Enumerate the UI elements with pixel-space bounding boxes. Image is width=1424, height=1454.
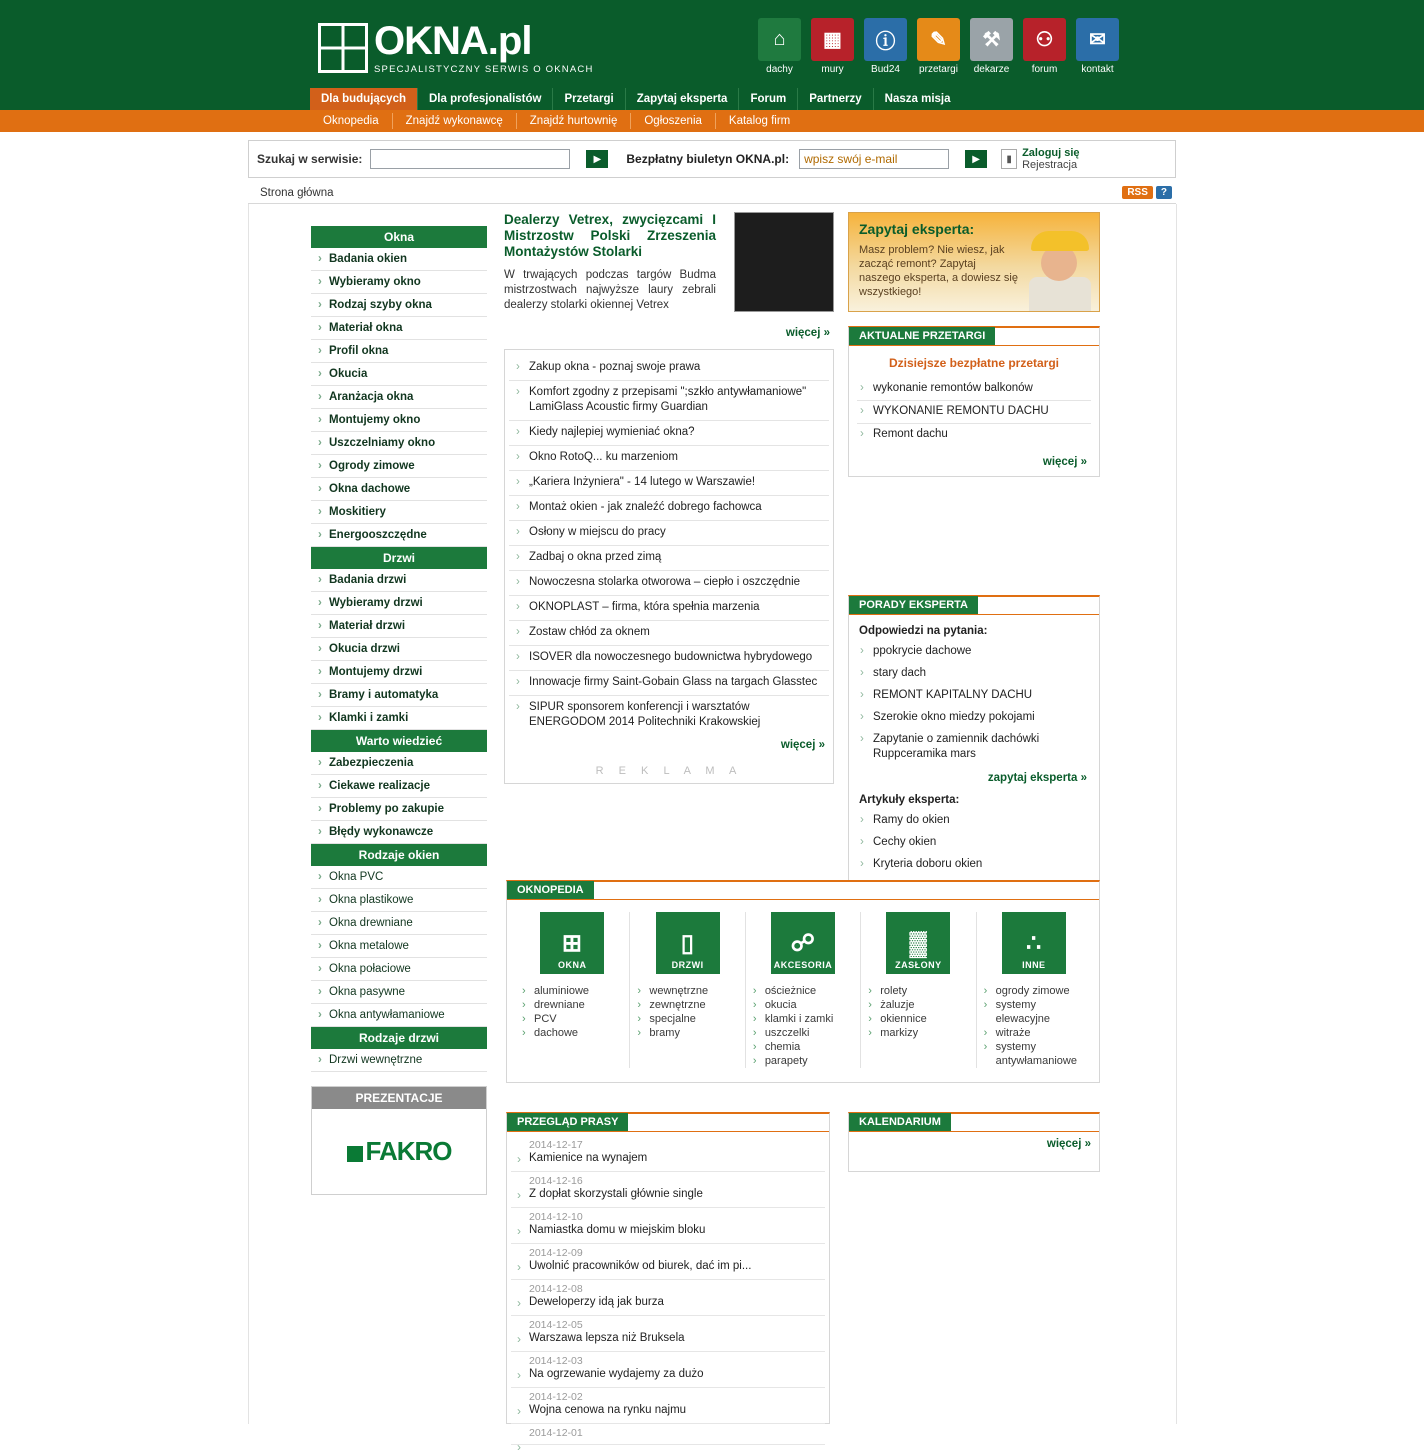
- oknopedia-link[interactable]: › parapety: [752, 1054, 854, 1068]
- rss-icon[interactable]: RSS: [1122, 186, 1153, 199]
- dekarze-icon: [970, 18, 1013, 61]
- advice-answer-item[interactable]: › Zapytanie o zamiennik dachówki Ruppceramika mars: [857, 729, 1091, 766]
- advice-answer-item[interactable]: › Szerokie okno miedzy pokojami: [857, 707, 1091, 729]
- okna-icon-label: OKNA: [557, 960, 587, 970]
- oknopedia-link[interactable]: › żaluzje: [867, 998, 969, 1012]
- sidebar-item-okna-metalowe[interactable]: › Okna metalowe: [311, 935, 487, 958]
- top-icon-mury[interactable]: [811, 18, 854, 75]
- press-date: › 2014-12-01: [529, 1427, 583, 1439]
- nav-partnerzy[interactable]: Partnerzy: [809, 93, 862, 105]
- featured-article: [504, 212, 834, 339]
- advice-article-item[interactable]: › Kryteria doboru okien: [857, 854, 1091, 876]
- list-item[interactable]: › Osłony w miejscu do pracy: [509, 521, 829, 546]
- expert-banner-title: Zapytaj eksperta:: [859, 221, 975, 237]
- press-title[interactable]: Namiastka domu w miejskim bloku: [529, 1224, 706, 1236]
- dachy-label: dachy: [766, 64, 793, 75]
- forum-icon: [1023, 18, 1066, 61]
- list-item[interactable]: › ISOVER dla nowoczesnego budownictwa hybrydowego: [509, 646, 829, 671]
- main-content: [504, 212, 834, 784]
- register-link[interactable]: Rejestracja: [1022, 159, 1078, 171]
- tenders-box: [848, 326, 1100, 477]
- mury-label: mury: [821, 64, 844, 75]
- sidebar-item-profil-okna[interactable]: › Profil okna: [311, 340, 487, 363]
- press-title[interactable]: Kamienice na wynajem: [529, 1152, 648, 1164]
- ask-expert-link[interactable]: zapytaj eksperta »: [987, 772, 1087, 784]
- oknopedia-link[interactable]: › dachowe: [521, 1026, 623, 1040]
- press-date: › 2014-12-08: [529, 1283, 583, 1295]
- drzwi-icon-label: DRZWI: [671, 960, 704, 970]
- secondary-navigation: [0, 110, 1424, 132]
- sidebar-item-okna-polaciowe[interactable]: › Okna połaciowe: [311, 958, 487, 981]
- sidebar-item-okna-drewniane[interactable]: › Okna drewniane: [311, 912, 487, 935]
- press-item[interactable]: [511, 1208, 825, 1244]
- search-bar: [248, 140, 1176, 178]
- zaslony-icon-label: ZASŁONY: [895, 960, 942, 970]
- oknopedia-link[interactable]: › ościeżnice: [752, 984, 854, 998]
- article-title[interactable]: Dealerzy Vetrex, zwycięzcami I Mistrzostw Polski Zrzeszenia Montażystów Stolarki: [504, 212, 716, 259]
- sidebar-item-ciekawe-realizacje[interactable]: › Ciekawe realizacje: [311, 775, 487, 798]
- login-link[interactable]: Zaloguj się: [1022, 147, 1080, 159]
- logo-subtitle: SPECJALISTYCZNY SERWIS O OKNACH: [374, 64, 594, 75]
- press-item[interactable]: [511, 1172, 825, 1208]
- top-icon-bar: [758, 18, 1119, 75]
- drzwi-glyph: ▯: [680, 930, 695, 957]
- list-item[interactable]: › Komfort zgodny z przepisami ";szkło antywłamaniowe" LamiGlass Acoustic firmy Guardian: [509, 381, 829, 421]
- sidebar: [311, 226, 487, 1195]
- press-title[interactable]: Wojna cenowa na rynku najmu: [529, 1404, 687, 1416]
- breadcrumb: [248, 182, 1176, 204]
- press-date: › 2014-12-09: [529, 1247, 583, 1259]
- nav-dla-profesjonalistow[interactable]: Dla profesjonalistów: [429, 93, 542, 105]
- przetargi-icon: [917, 18, 960, 61]
- top-icon-przetargi[interactable]: [917, 18, 960, 75]
- list-item[interactable]: › „Kariera Inżyniera" - 14 lutego w Warszawie!: [509, 471, 829, 496]
- sidebar-item-okucia-drzwi[interactable]: › Okucia drzwi: [311, 638, 487, 661]
- sidebar-item-material-drzwi[interactable]: › Materiał drzwi: [311, 615, 487, 638]
- forum-glyph: ⚇: [1035, 29, 1054, 51]
- oknopedia-column-zaslony: [860, 912, 975, 1068]
- oknopedia-link[interactable]: › okiennice: [867, 1012, 969, 1026]
- press-date: › 2014-12-16: [529, 1175, 583, 1187]
- fakro-square-icon: [347, 1146, 363, 1162]
- press-title[interactable]: Warszawa lepsza niż Bruksela: [529, 1332, 685, 1344]
- nav-forum[interactable]: Forum: [750, 93, 787, 105]
- calendar-header: KALENDARIUM: [849, 1113, 951, 1131]
- bud24-glyph: ⓘ: [875, 31, 896, 53]
- oknopedia-column-drzwi: [629, 912, 744, 1068]
- forum-label: forum: [1031, 64, 1058, 75]
- dachy-icon: [758, 18, 801, 61]
- oknopedia-link[interactable]: › ogrody zimowe: [983, 984, 1085, 998]
- advice-answer-item[interactable]: › ppokrycie dachowe: [857, 641, 1091, 663]
- kontakt-label: kontakt: [1081, 64, 1114, 75]
- list-item[interactable]: › Kiedy najlepiej wymieniać okna?: [509, 421, 829, 446]
- logo-text: OKNA.pl: [374, 19, 532, 63]
- akcesoria-icon-label: AKCESORIA: [773, 960, 833, 970]
- sidebar-item-zabezpieczenia[interactable]: › Zabezpieczenia: [311, 752, 487, 775]
- nav-zapytaj-eksperta[interactable]: Zapytaj eksperta: [636, 93, 728, 105]
- sidebar-item-okna-plastikowe[interactable]: › Okna plastikowe: [311, 889, 487, 912]
- oknopedia-box: [506, 880, 1100, 1083]
- tenders-more-link[interactable]: więcej »: [1042, 456, 1087, 468]
- oknopedia-column-akcesoria: [745, 912, 860, 1068]
- subnav-znajdz-hurtownie[interactable]: Znajdź hurtownię: [529, 115, 618, 127]
- sidebar-section-okna: Okna: [311, 226, 487, 248]
- dachy-glyph: ⌂: [773, 28, 786, 50]
- sidebar-item-klamki-zamki[interactable]: › Klamki i zamki: [311, 707, 487, 730]
- press-item[interactable]: [511, 1280, 825, 1316]
- sidebar-item-badania-drzwi[interactable]: › Badania drzwi: [311, 569, 487, 592]
- oknopedia-column-inne: [976, 912, 1091, 1068]
- oknopedia-header: OKNOPEDIA: [507, 881, 594, 899]
- press-item[interactable]: [511, 1136, 825, 1172]
- subnav-ogloszenia[interactable]: Ogłoszenia: [644, 115, 702, 127]
- news-list: [504, 349, 834, 784]
- presentations-title: PREZENTACJE: [312, 1087, 486, 1109]
- list-item[interactable]: › Zostaw chłód za oknem: [509, 621, 829, 646]
- search-input[interactable]: [370, 149, 570, 169]
- top-icon-dachy[interactable]: [758, 18, 801, 75]
- kontakt-icon: [1076, 18, 1119, 61]
- akcesoria-icon[interactable]: [771, 912, 835, 974]
- sidebar-item-uszczelniamy-okno[interactable]: › Uszczelniamy okno: [311, 432, 487, 455]
- breadcrumb-home[interactable]: Strona główna: [260, 186, 334, 199]
- list-item[interactable]: › SIPUR sponsorem konferencji i warsztatów ENERGODOM 2014 Politechniki Krakowskiej: [509, 696, 829, 735]
- press-date: › 2014-12-03: [529, 1355, 583, 1367]
- press-item[interactable]: [511, 1388, 825, 1424]
- oknopedia-link[interactable]: › zewnętrzne: [636, 998, 738, 1012]
- sidebar-section-warto-wiedziec: Warto wiedzieć: [311, 730, 487, 752]
- press-item[interactable]: [511, 1424, 825, 1445]
- sidebar-item-badania-okien[interactable]: › Badania okien: [311, 248, 487, 271]
- sidebar-item-bledy-wykonawcze[interactable]: › Błędy wykonawcze: [311, 821, 487, 844]
- oknopedia-column-okna: [515, 912, 629, 1068]
- sidebar-item-rodzaj-szyby[interactable]: › Rodzaj szyby okna: [311, 294, 487, 317]
- nav-nasza-misja[interactable]: Nasza misja: [884, 93, 951, 105]
- tender-item[interactable]: › wykonanie remontów balkonów: [857, 378, 1091, 401]
- press-header: PRZEGLĄD PRASY: [507, 1113, 628, 1131]
- oknopedia-link[interactable]: › PCV: [521, 1012, 623, 1026]
- oknopedia-link[interactable]: › markizy: [867, 1026, 969, 1040]
- fakro-logo: [347, 1136, 452, 1167]
- oknopedia-link[interactable]: › okucia: [752, 998, 854, 1012]
- press-date: › 2014-12-02: [529, 1391, 583, 1403]
- top-icon-kontakt[interactable]: [1076, 18, 1119, 75]
- advice-header: PORADY EKSPERTA: [849, 596, 978, 614]
- bud24-label: Bud24: [871, 64, 900, 75]
- sidebar-item-material-okna[interactable]: › Materiał okna: [311, 317, 487, 340]
- sidebar-item-moskitiery[interactable]: › Moskitiery: [311, 501, 487, 524]
- inne-icon-label: INNE: [1022, 960, 1046, 970]
- press-item[interactable]: [511, 1352, 825, 1388]
- advice-articles-title: Artykuły eksperta:: [859, 794, 960, 806]
- oknopedia-link[interactable]: › systemy antywłamaniowe: [983, 1040, 1085, 1068]
- sidebar-item-montujemy-drzwi[interactable]: › Montujemy drzwi: [311, 661, 487, 684]
- sidebar-item-bramy-automatyka[interactable]: › Bramy i automatyka: [311, 684, 487, 707]
- advice-answers-title: Odpowiedzi na pytania:: [859, 625, 988, 637]
- press-date: › 2014-12-05: [529, 1319, 583, 1331]
- tenders-subtitle: Dzisiejsze bezpłatne przetargi: [888, 356, 1060, 370]
- top-icon-dekarze[interactable]: [970, 18, 1013, 75]
- press-title[interactable]: Uwolnić pracowników od biurek, dać im pi...: [529, 1260, 752, 1272]
- advert-placeholder: R E K L A M A: [595, 765, 743, 777]
- press-date: › 2014-12-17: [529, 1139, 583, 1151]
- bud24-icon: [864, 18, 907, 61]
- subnav-znajdz-wykonawce[interactable]: Znajdź wykonawcę: [405, 115, 503, 127]
- tenders-header: AKTUALNE PRZETARGI: [849, 327, 995, 345]
- oknopedia-link[interactable]: › chemia: [752, 1040, 854, 1054]
- subnav-katalog-firm[interactable]: Katalog firm: [728, 115, 791, 127]
- sidebar-section-rodzaje-drzwi: Rodzaje drzwi: [311, 1027, 487, 1049]
- right-rule: [1176, 204, 1177, 1424]
- calendar-box: [848, 1112, 1100, 1172]
- akcesoria-glyph: ☍: [790, 930, 816, 957]
- calendar-more-link[interactable]: więcej »: [1046, 1138, 1091, 1150]
- oknopedia-link[interactable]: › drewniane: [521, 998, 623, 1012]
- oknopedia-link[interactable]: › uszczelki: [752, 1026, 854, 1040]
- sidebar-item-montujemy-okno[interactable]: › Montujemy okno: [311, 409, 487, 432]
- tender-item[interactable]: › WYKONANIE REMONTU DACHU: [857, 401, 1091, 424]
- sidebar-item-aranzacja-okna[interactable]: › Aranżacja okna: [311, 386, 487, 409]
- oknopedia-link[interactable]: › systemy elewacyjne: [983, 998, 1085, 1026]
- site-header: [0, 0, 1424, 88]
- article-lead: W trwających podczas targów Budma mistrzostwach najwyższe laury zebrali dealerzy stolarki okiennej Vetrex: [504, 269, 716, 311]
- oknopedia-link[interactable]: › specjalne: [636, 1012, 738, 1026]
- okna-icon[interactable]: [540, 912, 604, 974]
- press-title[interactable]: Deweloperzy idą jak burza: [529, 1296, 664, 1308]
- press-item[interactable]: [511, 1244, 825, 1280]
- dekarze-glyph: ⚒: [982, 29, 1001, 51]
- help-icon[interactable]: ?: [1156, 186, 1172, 199]
- oknopedia-link[interactable]: › aluminiowe: [521, 984, 623, 998]
- dekarze-label: dekarze: [973, 64, 1010, 75]
- advice-article-item[interactable]: › Cechy okien: [857, 832, 1091, 854]
- fakro-label: FAKRO: [365, 1136, 452, 1166]
- right-column: [848, 212, 1100, 973]
- subnav-oknopedia[interactable]: Oknopedia: [323, 115, 379, 127]
- sidebar-item-okna-pasywne[interactable]: › Okna pasywne: [311, 981, 487, 1004]
- article-photo: [734, 212, 834, 312]
- list-item[interactable]: › OKNOPLAST – firma, która spełnia marzenia: [509, 596, 829, 621]
- list-item[interactable]: › Zadbaj o okna przed zimą: [509, 546, 829, 571]
- top-icon-bud24[interactable]: [864, 18, 907, 75]
- left-rule: [248, 204, 249, 1424]
- inne-glyph: ∴: [1025, 930, 1042, 957]
- list-item[interactable]: › Zakup okna - poznaj swoje prawa: [509, 356, 829, 381]
- oknopedia-link[interactable]: › wewnętrzne: [636, 984, 738, 998]
- list-item[interactable]: › Nowoczesna stolarka otworowa – ciepło i oszczędnie: [509, 571, 829, 596]
- kontakt-glyph: ✉: [1089, 29, 1106, 51]
- sidebar-item-ogrody-zimowe[interactable]: › Ogrody zimowe: [311, 455, 487, 478]
- presentations-box: [311, 1086, 487, 1195]
- sidebar-section-drzwi: Drzwi: [311, 547, 487, 569]
- newsletter-submit-button[interactable]: ▶: [965, 150, 987, 168]
- mury-icon: [811, 18, 854, 61]
- inne-icon[interactable]: [1002, 912, 1066, 974]
- advice-answer-item[interactable]: › stary dach: [857, 663, 1091, 685]
- window-logo-icon: [318, 23, 368, 73]
- drzwi-icon[interactable]: [656, 912, 720, 974]
- oknopedia-link[interactable]: › bramy: [636, 1026, 738, 1040]
- list-item[interactable]: › Innowacje firmy Saint-Gobain Glass na targach Glasstec: [509, 671, 829, 696]
- article-more-link[interactable]: więcej »: [785, 327, 830, 339]
- newsletter-email-input[interactable]: [799, 149, 949, 169]
- nav-dla-budujacych[interactable]: Dla budujących: [310, 88, 417, 110]
- search-submit-button[interactable]: ▶: [586, 150, 608, 168]
- zaslony-glyph: ▓: [909, 930, 928, 957]
- oknopedia-link[interactable]: › klamki i zamki: [752, 1012, 854, 1026]
- sidebar-item-wybieramy-drzwi[interactable]: › Wybieramy drzwi: [311, 592, 487, 615]
- list-item[interactable]: › Okno RotoQ... ku marzeniom: [509, 446, 829, 471]
- login-area[interactable]: [1001, 147, 1079, 171]
- rss-area: [1122, 186, 1172, 199]
- presentation-banner[interactable]: [312, 1109, 486, 1194]
- sidebar-item-wybieramy-okno[interactable]: › Wybieramy okno: [311, 271, 487, 294]
- okna-glyph: ⊞: [561, 930, 583, 957]
- przetargi-glyph: ✎: [930, 29, 947, 51]
- oknopedia-link[interactable]: › rolety: [867, 984, 969, 998]
- sidebar-item-drzwi-wewnetrzne[interactable]: › Drzwi wewnętrzne: [311, 1049, 487, 1072]
- press-title[interactable]: Na ogrzewanie wydajemy za dużo: [529, 1368, 704, 1380]
- sidebar-item-okucia[interactable]: › Okucia: [311, 363, 487, 386]
- worker-helmet-icon: [1029, 227, 1091, 311]
- przetargi-label: przetargi: [919, 64, 958, 75]
- advice-answer-item[interactable]: › REMONT KAPITALNY DACHU: [857, 685, 1091, 707]
- press-item[interactable]: [511, 1316, 825, 1352]
- news-more-link[interactable]: więcej »: [780, 739, 825, 751]
- main-navigation: [0, 88, 1424, 110]
- search-label: Szukaj w serwisie:: [257, 152, 363, 166]
- sidebar-item-energooszczedne[interactable]: › Energooszczędne: [311, 524, 487, 547]
- press-review-box: [506, 1112, 830, 1439]
- sidebar-item-problemy-po-zakupie[interactable]: › Problemy po zakupie: [311, 798, 487, 821]
- list-item[interactable]: › Montaż okien - jak znaleźć dobrego fachowca: [509, 496, 829, 521]
- tender-item[interactable]: › Remont dachu: [857, 424, 1091, 446]
- mury-glyph: ▦: [823, 29, 842, 51]
- top-icon-forum[interactable]: [1023, 18, 1066, 75]
- sidebar-item-okna-pvc[interactable]: › Okna PVC: [311, 866, 487, 889]
- press-title[interactable]: Z dopłat skorzystali głównie single: [529, 1188, 703, 1200]
- advice-article-item[interactable]: › Ramy do okien: [857, 810, 1091, 832]
- sidebar-item-okna-dachowe[interactable]: › Okna dachowe: [311, 478, 487, 501]
- press-date: › 2014-12-10: [529, 1211, 583, 1223]
- sidebar-item-okna-antywlamaniowe[interactable]: › Okna antywłamaniowe: [311, 1004, 487, 1027]
- nav-przetargi[interactable]: Przetargi: [564, 93, 614, 105]
- newsletter-label: Bezpłatny biuletyn OKNA.pl:: [626, 152, 790, 166]
- oknopedia-link[interactable]: › witraże: [983, 1026, 1085, 1040]
- sidebar-section-rodzaje-okien: Rodzaje okien: [311, 844, 487, 866]
- zaslony-icon[interactable]: [886, 912, 950, 974]
- lock-icon: ▮: [1001, 149, 1017, 169]
- site-logo[interactable]: [318, 16, 628, 80]
- expert-banner-text: Masz problem? Nie wiesz, jak zacząć remont? Zapytaj naszego eksperta, a dowiesz się wszystkiego!: [859, 244, 1018, 298]
- expert-banner[interactable]: [848, 212, 1100, 312]
